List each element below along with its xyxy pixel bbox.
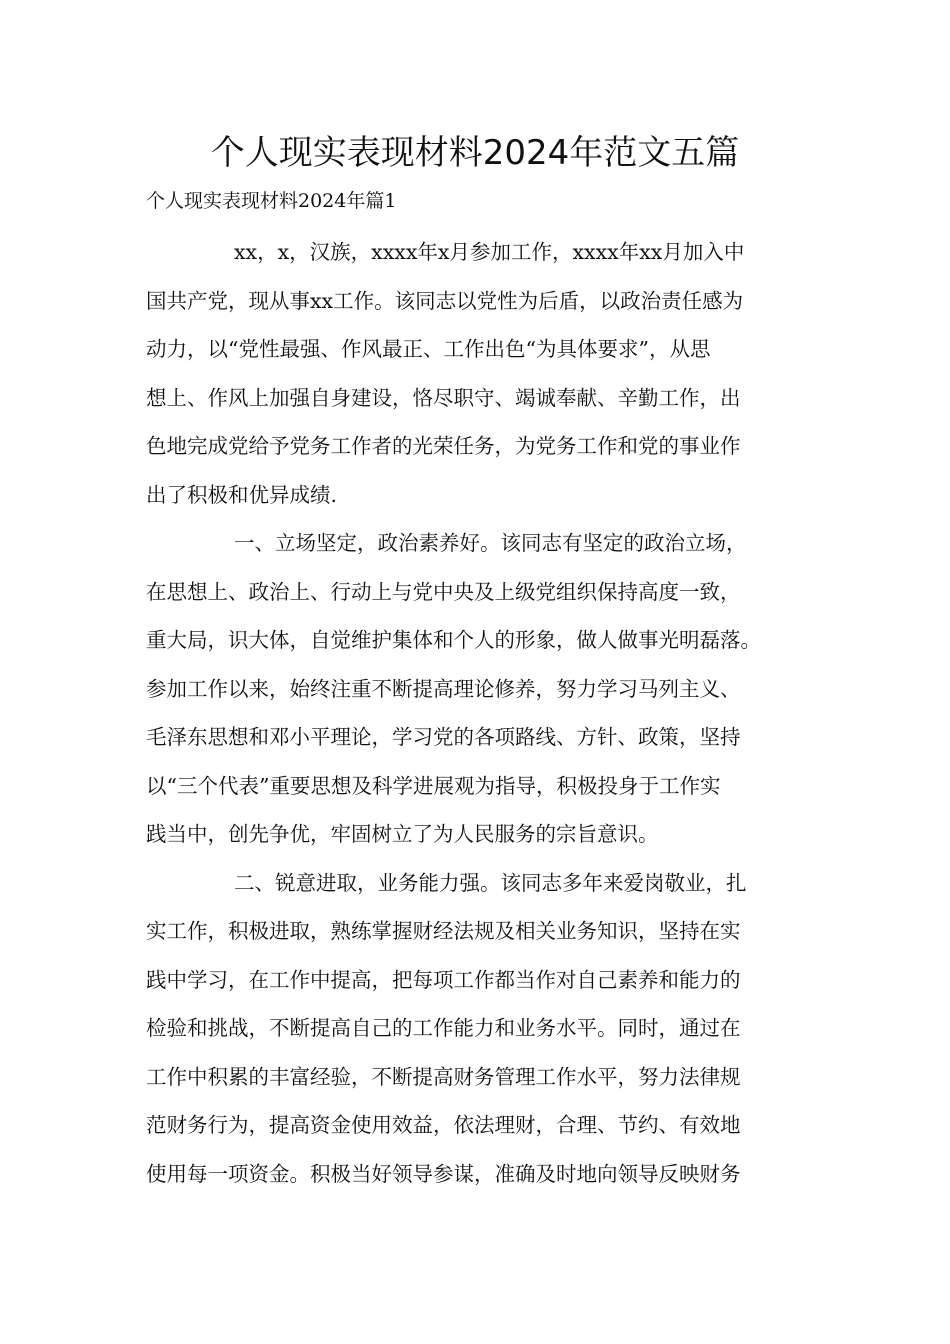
paragraph-line: 一、立场坚定，政治素养好。该同志有坚定的政治立场，	[234, 531, 747, 555]
paragraph-line: 重大局，识大体，自觉维护集体和个人的形象，做人做事光明磊落。	[146, 628, 761, 652]
paragraph-line: 想上、作风上加强自身建设，恪尽职守、竭诚奉献、辛勤工作，出	[146, 385, 741, 410]
paragraph-line: 国共产党，现从事xx工作。该同志以党性为后盾，以政治责任感为	[146, 288, 744, 313]
paragraph-line: 动力，以“党性最强、作风最正、工作出色“为具体要求”，从思	[146, 337, 711, 361]
paragraph-line: 参加工作以来，始终注重不断提高理论修养，努力学习马列主义、	[146, 676, 741, 701]
document-title: 个人现实表现材料2024年范文五篇	[210, 133, 740, 173]
paragraph-line: 二、锐意进取，业务能力强。该同志多年来爱岗敬业，扎	[234, 870, 747, 895]
paragraph-line: 践当中，创先争优，牢固树立了为人民服务的宗旨意识。	[146, 822, 659, 846]
document-body	[146, 232, 816, 1202]
paragraph-line: 使用每一项资金。积极当好领导参谋，准确及时地向领导反映财务	[146, 1161, 741, 1186]
paragraph-line: 实工作，积极进取，熟练掌握财经法规及相关业务知识，坚持在实	[146, 919, 741, 943]
paragraph-line: 在思想上、政治上、行动上与党中央及上级党组织保持高度一致，	[146, 579, 741, 604]
paragraph-line: 以“三个代表”重要思想及科学进展观为指导，积极投身于工作实	[146, 773, 721, 798]
section-heading: 个人现实表现材料2024年篇1	[146, 190, 397, 212]
paragraph-line: 范财务行为，提高资金使用效益，依法理财，合理、节约、有效地	[146, 1113, 741, 1137]
paragraph-line: 践中学习，在工作中提高，把每项工作都当作对自己素养和能力的	[146, 967, 741, 992]
paragraph-line: 检验和挑战，不断提高自己的工作能力和业务水平。同时，通过在	[146, 1016, 741, 1040]
paragraph-line: xx，x，汉族，xxxx年x月参加工作，xxxx年xx月加入中	[234, 240, 745, 264]
paragraph-line: 出了积极和优异成绩.	[146, 482, 338, 507]
paragraph-line: 毛泽东思想和邓小平理论，学习党的各项路线、方针、政策，坚持	[146, 725, 741, 749]
paragraph-line: 工作中积累的丰富经验，不断提高财务管理工作水平，努力法律规	[146, 1064, 741, 1089]
paragraph-line: 色地完成党给予党务工作者的光荣任务，为党务工作和党的事业作	[146, 434, 741, 458]
